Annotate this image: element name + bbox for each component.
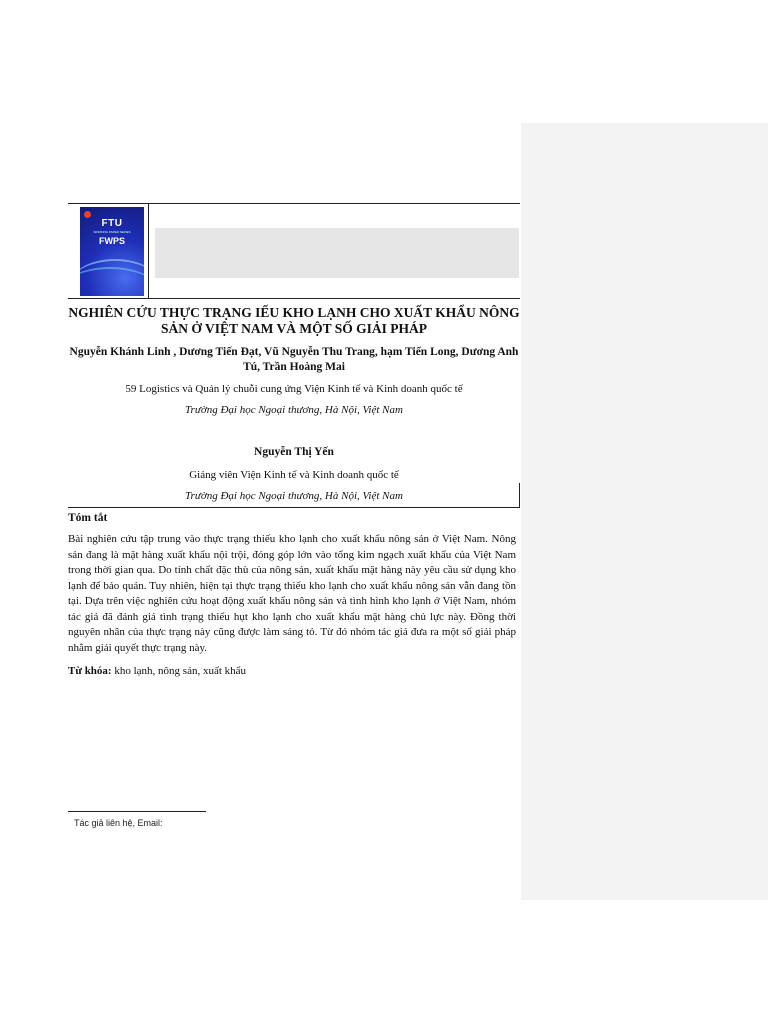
footnote-contact: Tác giả liên hệ, Email: <box>74 818 163 828</box>
cover-sub-text: WORKING PAPER SERIES <box>93 230 131 234</box>
keywords-text: kho lạnh, nông sản, xuất khẩu <box>111 665 247 677</box>
advisor-role: Giảng viên Viện Kinh tế và Kinh doanh quốc tế <box>189 469 399 481</box>
advisor-name: Nguyễn Thị Yến <box>254 446 334 458</box>
header-divider <box>148 203 149 298</box>
footnote-separator <box>68 811 206 812</box>
advisor-institution: Trường Đại học Ngoại thương, Hà Nội, Việt Nam <box>185 490 403 502</box>
paper-title: NGHIÊN CỨU THỰC TRẠNG IẾU KHO LẠNH CHO XUẤT KHẨU NÔNG SẢN Ở VIỆT NAM VÀ MỘT SỐ GIẢI PHÁP <box>68 305 520 336</box>
header-top-rule <box>68 203 520 204</box>
keywords-label: Từ khóa: <box>68 665 112 677</box>
abstract-body: Bài nghiên cứu tập trung vào thực trạng thiếu kho lạnh cho xuất khẩu nông sản ở Việt Nam. Nông sản đang là mặt hàng xuất khẩu nội trội, đóng góp lớn vào tổng kim ngạch xuất khẩu của Việt Nam trong thời gian qua. Do tính chất đặc thù của nông sản, xuất khẩu mặt hàng này yêu cầu sử dụng kho lạnh để bảo quản. Tuy nhiên, hiện tại thực trạng thiếu kho lạnh cho xuất khẩu nông sản vẫn đang tồn tại. Dựa trên việc nghiên cứu hoạt động xuất khẩu nông sản và tình hình kho lạnh ở Việt Nam, nhóm tác giả đã đánh giá tình trạng thiếu hụt kho lạnh cho xuất khẩu mặt hàng chủ lực này. Đồng thời nguyên nhân của thực trạng này cũng được làm sáng tỏ. Từ đó nhóm tác giả đưa ra một số giải pháp nhằm giải quyết thực trạng này. <box>68 533 516 654</box>
comment-pane <box>521 123 768 900</box>
keywords-line <box>68 665 520 677</box>
ftu-logo-icon <box>84 211 91 218</box>
author-list: Nguyễn Khánh Linh , Dương Tiến Đạt, Vũ Nguyễn Thu Trang, hạm Tiến Long, Dương Anh Tú, Trần Hoàng Mai <box>69 346 519 373</box>
journal-banner <box>155 228 519 278</box>
abstract-top-rule <box>68 507 520 508</box>
header-bottom-rule <box>68 298 520 299</box>
author-institution: Trường Đại học Ngoại thương, Hà Nội, Việt Nam <box>185 404 403 416</box>
author-affiliation: 59 Logistics và Quản lý chuỗi cung ứng Viện Kinh tế và Kinh doanh quốc tế <box>125 383 463 395</box>
cover-series-text: FWPS <box>99 236 125 246</box>
abstract-heading: Tóm tắt <box>68 512 108 524</box>
abstract-right-rule <box>519 483 520 507</box>
journal-cover-image <box>80 207 144 296</box>
cover-logo-text: FTU <box>101 218 123 229</box>
cover-wave-decoration <box>80 267 144 296</box>
